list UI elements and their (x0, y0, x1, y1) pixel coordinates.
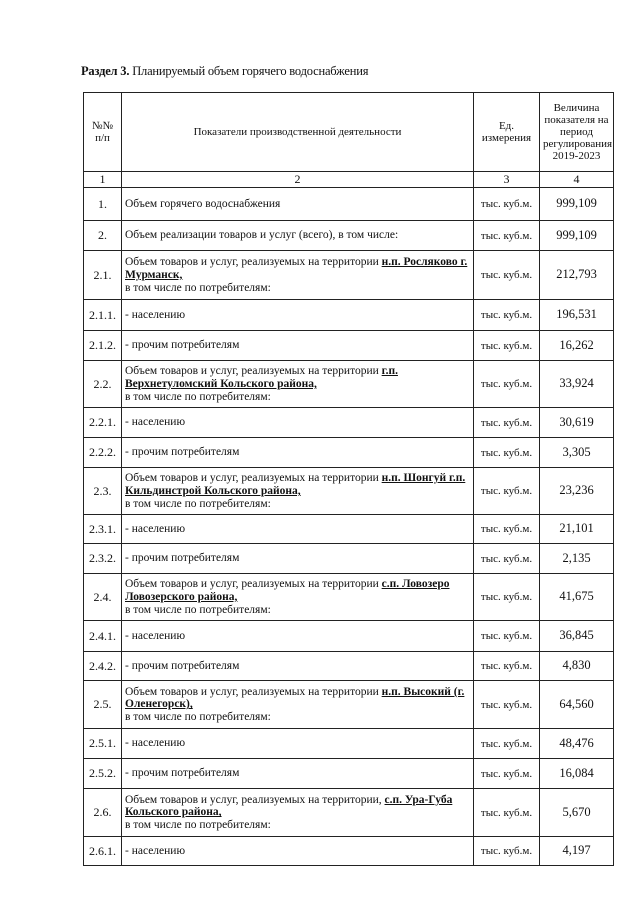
indicator-text: Объем товаров и услуг, реализуемых на территории (125, 256, 382, 269)
indicator-text: - населению (125, 522, 186, 535)
row-unit: тыс. куб.м. (474, 438, 540, 468)
section-heading (81, 64, 368, 79)
table-row (84, 251, 614, 300)
row-unit: тыс. куб.м. (474, 221, 540, 251)
row-value: 36,845 (540, 621, 614, 652)
indicator-text: - населению (125, 308, 186, 321)
table-row (84, 221, 614, 251)
indicator-text: - прочим потребителям (125, 339, 240, 352)
row-value: 16,084 (540, 759, 614, 789)
territory-name: н.п. Шонгуй г.п. Кильдинстрой Кольского района, (125, 472, 466, 497)
row-indicator (122, 468, 474, 515)
row-unit: тыс. куб.м. (474, 574, 540, 621)
indicator-subtext: в том числе по потребителям: (125, 281, 271, 294)
row-number: 2.6. (84, 789, 122, 837)
table-row (84, 331, 614, 361)
row-number: 1. (84, 188, 122, 221)
row-value: 33,924 (540, 361, 614, 408)
row-unit: тыс. куб.м. (474, 300, 540, 331)
table-row (84, 759, 614, 789)
row-unit: тыс. куб.м. (474, 681, 540, 729)
row-indicator (122, 652, 474, 681)
row-value: 196,531 (540, 300, 614, 331)
row-indicator (122, 408, 474, 438)
row-number: 2.4.1. (84, 621, 122, 652)
table-row (84, 188, 614, 221)
territory-name: г.п. Верхнетуломский Кольского района, (125, 365, 398, 390)
row-value: 4,197 (540, 837, 614, 866)
row-number: 2. (84, 221, 122, 251)
row-value: 212,793 (540, 251, 614, 300)
territory-name: н.п. Высокий (г. Оленегорск), (125, 685, 465, 711)
table-row (84, 837, 614, 866)
row-indicator (122, 438, 474, 468)
row-number: 2.1.1. (84, 300, 122, 331)
row-number: 2.3.2. (84, 544, 122, 574)
row-number: 2.1. (84, 251, 122, 300)
table-row (84, 300, 614, 331)
territory-name: н.п. Росляково г. Мурманск, (125, 256, 468, 281)
table-row (84, 438, 614, 468)
row-unit: тыс. куб.м. (474, 251, 540, 300)
column-number: 2 (122, 172, 474, 188)
table-row (84, 621, 614, 652)
table-row (84, 361, 614, 408)
indicator-text: - прочим потребителям (125, 446, 240, 459)
table-row (84, 468, 614, 515)
row-number: 2.5.2. (84, 759, 122, 789)
indicator-text: Объем товаров и услуг, реализуемых на территории (125, 685, 382, 698)
territory-name: с.п. Ловозеро Ловозерского района, (125, 578, 450, 603)
row-unit: тыс. куб.м. (474, 331, 540, 361)
table-row (84, 789, 614, 837)
row-number: 2.4.2. (84, 652, 122, 681)
column-number: 4 (540, 172, 614, 188)
row-value: 30,619 (540, 408, 614, 438)
indicator-text: - прочим потребителям (125, 767, 240, 780)
row-value: 16,262 (540, 331, 614, 361)
row-indicator (122, 759, 474, 789)
row-unit: тыс. куб.м. (474, 468, 540, 515)
column-number: 3 (474, 172, 540, 188)
row-unit: тыс. куб.м. (474, 729, 540, 759)
table-row (84, 652, 614, 681)
indicator-subtext: в том числе по потребителям: (125, 497, 271, 510)
row-unit: тыс. куб.м. (474, 759, 540, 789)
indicator-subtext: в том числе по потребителям: (125, 390, 271, 403)
row-number: 2.2.2. (84, 438, 122, 468)
indicator-subtext: в том числе по потребителям: (125, 711, 271, 723)
row-unit: тыс. куб.м. (474, 408, 540, 438)
row-number: 2.2. (84, 361, 122, 408)
row-number: 2.3. (84, 468, 122, 515)
section-label: Раздел 3. (81, 64, 130, 78)
row-value: 48,476 (540, 729, 614, 759)
table-header-row (84, 93, 614, 172)
indicator-text: Объем товаров и услуг, реализуемых на территории (125, 365, 382, 378)
indicator-text: Объем товаров и услуг, реализуемых на территории (125, 578, 382, 591)
row-indicator (122, 361, 474, 408)
row-indicator (122, 300, 474, 331)
indicator-text: - населению (125, 629, 186, 642)
row-number: 2.1.2. (84, 331, 122, 361)
indicator-text: - прочим потребителям (125, 659, 240, 672)
hot-water-volume-table (83, 92, 614, 866)
row-indicator (122, 729, 474, 759)
row-unit: тыс. куб.м. (474, 515, 540, 544)
indicator-text: - населению (125, 737, 186, 750)
row-value: 23,236 (540, 468, 614, 515)
row-number: 2.5. (84, 681, 122, 729)
header-value: Величина показателя на период регулирования 2019-2023 (540, 93, 614, 172)
header-indicator: Показатели производственной деятельности (122, 93, 474, 172)
row-indicator (122, 574, 474, 621)
table-row (84, 729, 614, 759)
column-number: 1 (84, 172, 122, 188)
row-value: 999,109 (540, 188, 614, 221)
table-row (84, 408, 614, 438)
table-row (84, 544, 614, 574)
row-indicator (122, 681, 474, 729)
indicator-text: - населению (125, 844, 186, 857)
row-number: 2.3.1. (84, 515, 122, 544)
row-indicator (122, 188, 474, 221)
row-indicator (122, 789, 474, 837)
row-indicator (122, 837, 474, 866)
row-unit: тыс. куб.м. (474, 837, 540, 866)
row-value: 64,560 (540, 681, 614, 729)
row-value: 4,830 (540, 652, 614, 681)
indicator-text: Объем горячего водоснабжения (125, 197, 281, 210)
row-number: 2.4. (84, 574, 122, 621)
row-unit: тыс. куб.м. (474, 544, 540, 574)
indicator-text: Объем реализации товаров и услуг (всего), в том числе: (125, 229, 399, 242)
indicator-text: - населению (125, 416, 186, 429)
row-value: 41,675 (540, 574, 614, 621)
table-row (84, 681, 614, 729)
row-unit: тыс. куб.м. (474, 361, 540, 408)
row-unit: тыс. куб.м. (474, 621, 540, 652)
territory-name: с.п. Ура-Губа Кольского района, (125, 793, 453, 819)
column-number-row (84, 172, 614, 188)
row-value: 21,101 (540, 515, 614, 544)
row-indicator (122, 621, 474, 652)
indicator-text: Объем товаров и услуг, реализуемых на территории, (125, 793, 385, 806)
row-unit: тыс. куб.м. (474, 789, 540, 837)
header-unit: Ед. измерения (474, 93, 540, 172)
indicator-subtext: в том числе по потребителям: (125, 819, 271, 831)
row-number: 2.2.1. (84, 408, 122, 438)
indicator-text: Объем товаров и услуг, реализуемых на территории (125, 472, 382, 485)
row-indicator (122, 331, 474, 361)
row-indicator (122, 544, 474, 574)
row-value: 3,305 (540, 438, 614, 468)
row-unit: тыс. куб.м. (474, 652, 540, 681)
row-value: 5,670 (540, 789, 614, 837)
row-unit: тыс. куб.м. (474, 188, 540, 221)
row-indicator (122, 221, 474, 251)
table-row (84, 574, 614, 621)
section-title: Планируемый объем горячего водоснабжения (132, 64, 369, 78)
row-indicator (122, 251, 474, 300)
row-number: 2.6.1. (84, 837, 122, 866)
row-indicator (122, 515, 474, 544)
indicator-text: - прочим потребителям (125, 552, 240, 565)
header-num: №№ п/п (84, 93, 122, 172)
indicator-subtext: в том числе по потребителям: (125, 603, 271, 616)
row-number: 2.5.1. (84, 729, 122, 759)
table-row (84, 515, 614, 544)
row-value: 2,135 (540, 544, 614, 574)
row-value: 999,109 (540, 221, 614, 251)
